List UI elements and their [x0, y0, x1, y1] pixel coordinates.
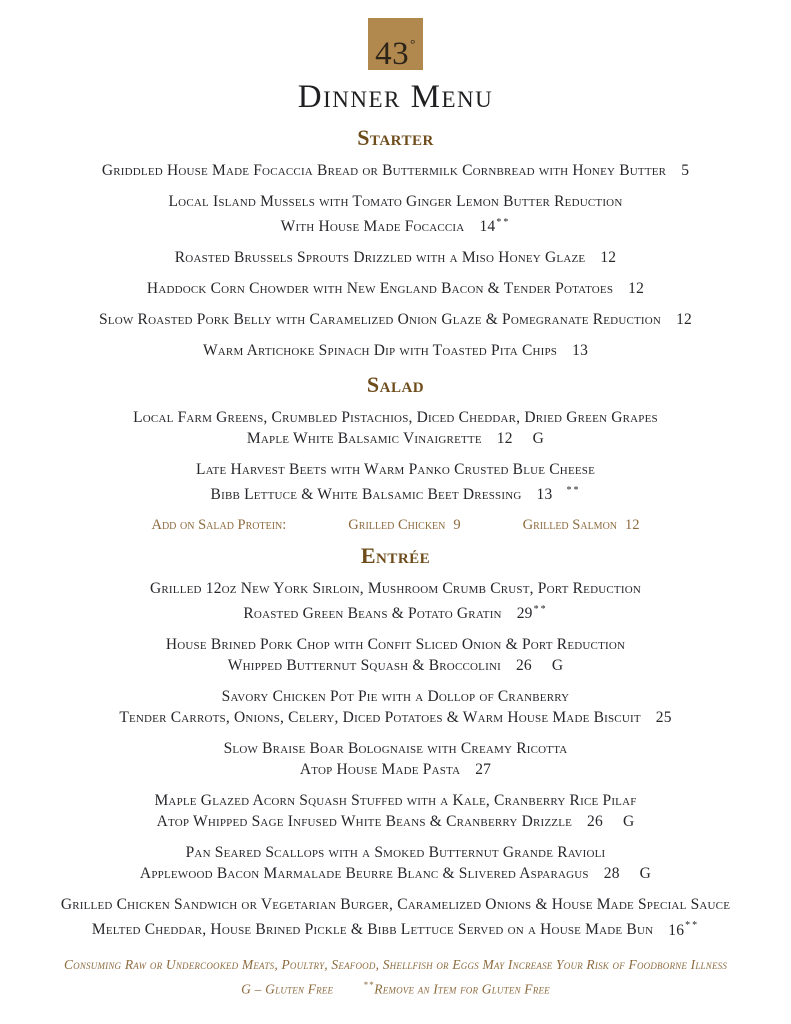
menu-item-line — [0, 212, 791, 237]
menu-item — [0, 407, 791, 449]
menu-item — [0, 578, 791, 624]
menu-item-price: 13 — [536, 486, 553, 504]
menu-item — [0, 278, 791, 299]
menu-item-price: 28 — [603, 865, 620, 883]
menu-item — [0, 309, 791, 330]
menu-item-line — [0, 894, 791, 915]
menu-item-line — [0, 686, 791, 707]
menu-item-price: 12 — [600, 249, 617, 267]
menu-item-line — [0, 480, 791, 505]
addon-option — [523, 515, 640, 536]
menu-section-entree — [0, 542, 791, 940]
menu-item-text: Maple White Balsamic Vinaigrette — [246, 430, 482, 448]
menu-item-price: 12 — [496, 430, 513, 448]
menu-item-text: Late Harvest Beets with Warm Panko Crusted Blue Cheese — [195, 461, 596, 479]
menu-item-line — [0, 309, 791, 330]
menu-item-line — [0, 407, 791, 428]
asterisks-key: ** — [363, 979, 375, 990]
menu-item — [0, 191, 791, 237]
menu-item-line — [0, 459, 791, 480]
menu-item — [0, 634, 791, 676]
menu-item-text: Tender Carrots, Onions, Celery, Diced Potatoes & Warm House Made Biscuit — [119, 709, 641, 727]
menu-item-line — [0, 599, 791, 624]
menu-item-text: Maple Glazed Acorn Squash Stuffed with a Kale, Cranberry Rice Pilaf — [154, 792, 637, 810]
menu-item-text: Atop House Made Pasta — [299, 761, 461, 779]
menu-item-price: 12 — [628, 280, 645, 298]
menu-item-line — [0, 340, 791, 361]
menu-item-line — [0, 790, 791, 811]
menu-item-price: 29 — [516, 605, 533, 623]
menu-item-price: 14 — [479, 218, 496, 236]
menu-item-line — [0, 655, 791, 676]
menu-item-price: 27 — [475, 761, 492, 779]
menu-item-line — [0, 634, 791, 655]
gluten-free-tag: G — [622, 813, 635, 831]
remove-item-note: Remove an Item for Gluten Free — [374, 981, 550, 997]
restaurant-logo — [368, 18, 423, 70]
menu-item-text: Bibb Lettuce & White Balsamic Beet Dressing — [210, 486, 522, 504]
disclaimer-line2 — [0, 975, 791, 1000]
menu-item-line — [0, 915, 791, 940]
menu-item-text: Roasted Brussels Sprouts Drizzled with a Miso Honey Glaze — [174, 249, 586, 267]
menu-section-salad — [0, 371, 791, 536]
menu-item — [0, 160, 791, 181]
section-heading-salad: Salad — [366, 372, 425, 398]
menu-item-text: Applewood Bacon Marmalade Beurre Blanc & Slivered Asparagus — [139, 865, 589, 883]
menu-item-text: Savory Chicken Pot Pie with a Dollop of Cranberry — [221, 688, 570, 706]
footer-disclaimer — [0, 955, 791, 1000]
menu-item-text: Melted Cheddar, House Brined Pickle & Bibb Lettuce Served on a House Made Bun — [91, 921, 654, 939]
menu-item-price: 26 — [587, 813, 603, 831]
menu-item-line — [0, 759, 791, 780]
menu-item — [0, 340, 791, 361]
section-heading-entree: Entrée — [360, 543, 431, 569]
addon-option-name: Grilled Chicken — [348, 517, 446, 534]
gluten-free-tag: G — [532, 430, 545, 448]
menu-item-price: 25 — [655, 709, 672, 727]
menu-item-price: 26 — [515, 657, 532, 675]
menu-item-text: Whipped Butternut Squash & Broccolini — [227, 657, 501, 675]
menu-item-line — [0, 160, 791, 181]
menu-item-text: Grilled Chicken Sandwich or Vegetarian Burger, Caramelized Onions & House Made Special Sauce — [60, 896, 731, 914]
menu-item-text: Slow Braise Boar Bolognaise with Creamy Ricotta — [223, 740, 568, 758]
menu-item — [0, 738, 791, 780]
menu-item-text: Slow Roasted Pork Belly with Caramelized Onion Glaze & Pomegranate Reduction — [99, 311, 662, 329]
menu-item-text: Pan Seared Scallops with a Smoked Butternut Grande Ravioli — [185, 844, 606, 862]
addon-option-price: 9 — [453, 517, 461, 534]
addon-option — [348, 515, 460, 536]
menu-item-line — [0, 811, 791, 832]
menu-item-line — [0, 278, 791, 299]
menu-item-text: Griddled House Made Focaccia Bread or Buttermilk Cornbread with Honey Butter — [101, 162, 667, 179]
disclaimer-line1: Consuming Raw or Undercooked Meats, Poultry, Seafood, Shellfish or Eggs May Increase Your Risk of Foodborne Illness — [63, 956, 728, 972]
gluten-remove-asterisks: ** — [566, 485, 581, 497]
menu-item — [0, 686, 791, 728]
gluten-remove-asterisks: ** — [685, 920, 700, 932]
page-title: Dinner Menu — [297, 79, 494, 115]
logo-number: 43 — [375, 36, 410, 72]
menu-item-text: Roasted Green Beans & Potato Gratin — [243, 605, 502, 623]
menu-item-text: Warm Artichoke Spinach Dip with Toasted Pita Chips — [202, 342, 558, 360]
menu-item-price: 5 — [681, 162, 690, 179]
menu-item-text: Haddock Corn Chowder with New England Bacon & Tender Potatoes — [146, 280, 614, 298]
addon-option-price: 12 — [625, 517, 640, 534]
menu-item-text: With House Made Focaccia — [280, 218, 465, 236]
menu-item-text: Grilled 12oz New York Sirloin, Mushroom Crumb Crust, Port Reduction — [149, 580, 641, 598]
gluten-free-tag: G — [551, 657, 564, 675]
menu-item-line — [0, 738, 791, 759]
gluten-free-key: G – Gluten Free — [241, 981, 334, 997]
menu-item — [0, 842, 791, 884]
menu-item — [0, 459, 791, 505]
menu-item-price: 16 — [668, 921, 685, 939]
menu-item — [0, 790, 791, 832]
logo-degree-symbol: ° — [410, 36, 416, 51]
gluten-free-tag: G — [639, 865, 652, 883]
menu-item-line — [0, 863, 791, 884]
menu-item-line — [0, 842, 791, 863]
salad-addon-row — [0, 515, 791, 536]
addon-option-name: Grilled Salmon — [522, 517, 618, 534]
menu-item-text: House Brined Pork Chop with Confit Sliced Onion & Port Reduction — [165, 636, 626, 654]
menu-item-line — [0, 191, 791, 212]
sections — [0, 124, 791, 941]
gluten-remove-asterisks: ** — [496, 217, 511, 228]
menu-item-text: Local Island Mussels with Tomato Ginger Lemon Butter Reduction — [168, 193, 623, 210]
menu-item — [0, 247, 791, 268]
menu-section-starter — [0, 124, 791, 361]
gluten-remove-asterisks: ** — [533, 604, 548, 616]
menu-item-text: Atop Whipped Sage Infused White Beans & Cranberry Drizzle — [156, 813, 573, 831]
section-heading-starter: Starter — [357, 125, 434, 150]
menu-item-price: 13 — [572, 342, 589, 360]
menu-item-line — [0, 428, 791, 449]
menu-item-line — [0, 247, 791, 268]
menu-item-line — [0, 578, 791, 599]
menu-item — [0, 894, 791, 940]
menu-item-line — [0, 707, 791, 728]
menu-item-price: 12 — [676, 311, 692, 329]
menu-item-text: Local Farm Greens, Crumbled Pistachios, Diced Cheddar, Dried Green Grapes — [133, 409, 658, 427]
addon-label: Add on Salad Protein: — [151, 517, 287, 534]
